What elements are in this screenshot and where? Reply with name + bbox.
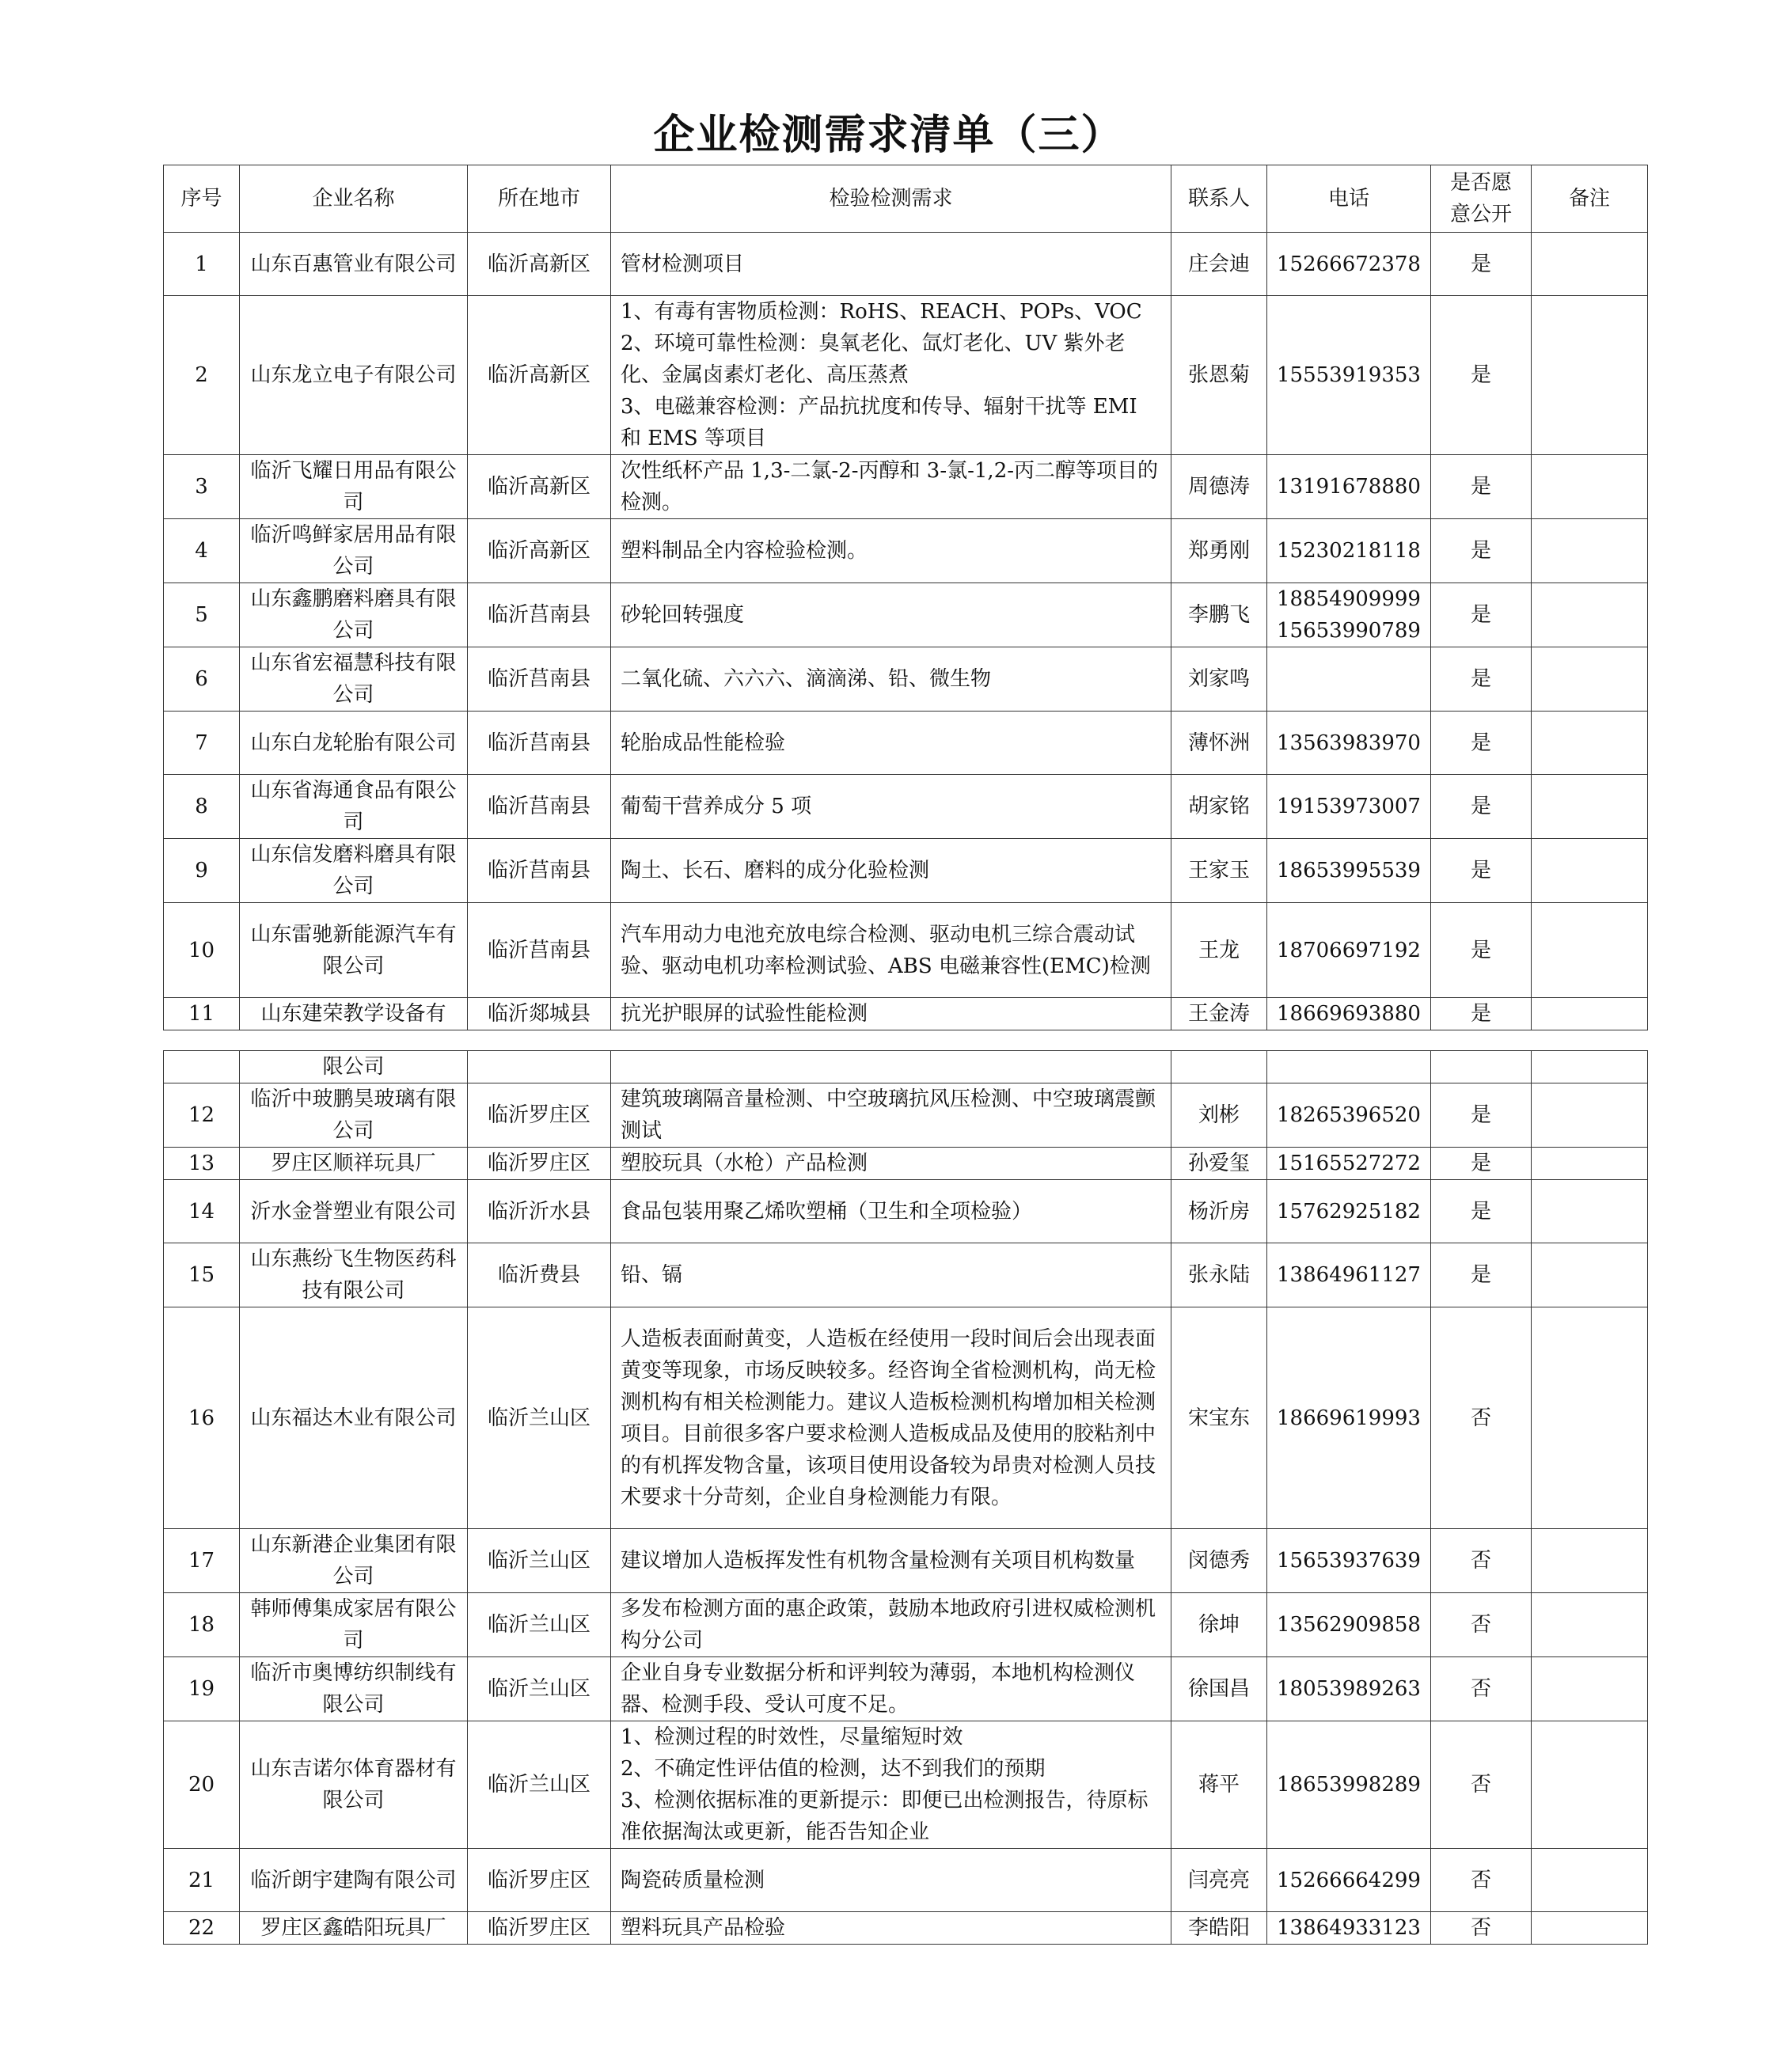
cell-name: 山东省海通食品有限公司 xyxy=(240,775,468,839)
cell-contact: 庄会迪 xyxy=(1171,233,1267,296)
cell-phone xyxy=(1267,296,1431,455)
cell-public xyxy=(1430,1051,1531,1083)
cell-city: 临沂兰山区 xyxy=(468,1721,611,1849)
table-row xyxy=(164,1083,1648,1148)
cell-public: 是 xyxy=(1430,296,1531,455)
cell-note xyxy=(1531,775,1647,839)
header-name: 企业名称 xyxy=(240,165,468,233)
cell-name: 临沂中玻鹏昊玻璃有限公司 xyxy=(240,1083,468,1148)
cell-contact: 周德涛 xyxy=(1171,455,1267,519)
cell-city: 临沂费县 xyxy=(468,1243,611,1307)
cell-demand-line: 汽车用动力电池充放电综合检测、驱动电机三综合震动试验、驱动电机功率检测试验、ABS 电磁兼容性(EMC)检测 xyxy=(621,922,1151,978)
cell-demand xyxy=(611,1180,1171,1243)
demand-table-part1 xyxy=(163,165,1648,1030)
header-city: 所在地市 xyxy=(468,165,611,233)
cell-public: 是 xyxy=(1430,647,1531,712)
cell-demand xyxy=(611,1721,1171,1849)
cell-contact: 刘彬 xyxy=(1171,1083,1267,1148)
cell-note xyxy=(1531,903,1647,998)
cell-phone xyxy=(1267,1083,1431,1148)
cell-city: 临沂罗庄区 xyxy=(468,1849,611,1912)
cell-name: 山东省宏福慧科技有限公司 xyxy=(240,647,468,712)
cell-no: 17 xyxy=(164,1529,240,1593)
cell-contact: 孙爱玺 xyxy=(1171,1148,1267,1180)
cell-contact: 徐坤 xyxy=(1171,1593,1267,1657)
cell-demand xyxy=(611,998,1171,1030)
cell-demand-line: 3、电磁兼容检测：产品抗扰度和传导、辐射干扰等 EMI 和 EMS 等项目 xyxy=(621,395,1137,450)
cell-city: 临沂莒南县 xyxy=(468,839,611,903)
cell-public: 否 xyxy=(1430,1721,1531,1849)
cell-city: 临沂莒南县 xyxy=(468,712,611,775)
table-row xyxy=(164,1243,1648,1307)
cell-phone-line: 13864933123 xyxy=(1277,1916,1421,1940)
cell-phone-line: 15165527272 xyxy=(1277,1152,1421,1175)
cell-public: 是 xyxy=(1430,998,1531,1030)
cell-note xyxy=(1531,998,1647,1030)
table-row xyxy=(164,1849,1648,1912)
table-row xyxy=(164,647,1648,712)
cell-public: 是 xyxy=(1430,839,1531,903)
cell-no: 16 xyxy=(164,1307,240,1529)
table-row xyxy=(164,1148,1648,1180)
cell-demand-line: 人造板表面耐黄变，人造板在经使用一段时间后会出现表面黄变等现象，市场反映较多。经咨询全省检测机构，尚无检测机构有相关检测能力。建议人造板检测机构增加相关检测项目。目前很多客户要求检测人造板成品及使用的胶粘剂中的有机挥发物含量，该项目使用设备较为昂贵对检测人员技术要求十分苛刻，企业自身检测能力有限。 xyxy=(621,1326,1156,1509)
cell-phone-line: 18706697192 xyxy=(1277,938,1421,962)
cell-demand-line: 食品包装用聚乙烯吹塑桶（卫生和全项检验） xyxy=(621,1199,1033,1224)
cell-name: 限公司 xyxy=(240,1051,468,1083)
cell-demand-line: 塑料玩具产品检验 xyxy=(621,1916,786,1940)
cell-contact: 徐国昌 xyxy=(1171,1657,1267,1721)
cell-demand-line: 管材检测项目 xyxy=(621,252,745,276)
cell-contact: 胡家铭 xyxy=(1171,775,1267,839)
cell-phone-line: 15762925182 xyxy=(1277,1199,1421,1224)
cell-city xyxy=(468,1051,611,1083)
table-row xyxy=(164,455,1648,519)
cell-contact: 郑勇刚 xyxy=(1171,519,1267,583)
cell-phone xyxy=(1267,1721,1431,1849)
cell-demand-line: 多发布检测方面的惠企政策，鼓励本地政府引进权威检测机构分公司 xyxy=(621,1597,1156,1653)
cell-demand-line: 企业自身专业数据分析和评判较为薄弱，本地机构检测仪器、检测手段、受认可度不足。 xyxy=(621,1661,1136,1717)
cell-public: 是 xyxy=(1430,903,1531,998)
cell-note xyxy=(1531,296,1647,455)
cell-name: 山东建荣教学设备有 xyxy=(240,998,468,1030)
cell-city: 临沂高新区 xyxy=(468,296,611,455)
table-row xyxy=(164,775,1648,839)
cell-no: 18 xyxy=(164,1593,240,1657)
cell-phone-line: 18669693880 xyxy=(1277,1002,1421,1026)
cell-no: 6 xyxy=(164,647,240,712)
cell-demand xyxy=(611,296,1171,455)
cell-demand xyxy=(611,1529,1171,1593)
cell-name: 山东雷驰新能源汽车有限公司 xyxy=(240,903,468,998)
cell-demand-line: 抗光护眼屏的试验性能检测 xyxy=(621,1002,868,1026)
cell-demand-line: 2、环境可靠性检测：臭氧老化、氙灯老化、UV 紫外老化、金属卤素灯老化、高压蒸煮 xyxy=(621,332,1126,387)
table-row xyxy=(164,1307,1648,1529)
cell-phone-line: 19153973007 xyxy=(1277,795,1421,818)
cell-contact: 闵德秀 xyxy=(1171,1529,1267,1593)
cell-public: 是 xyxy=(1430,233,1531,296)
cell-phone xyxy=(1267,1849,1431,1912)
cell-contact: 闫亮亮 xyxy=(1171,1849,1267,1912)
cell-no: 14 xyxy=(164,1180,240,1243)
cell-phone-line: 15553919353 xyxy=(1277,363,1421,387)
table-row xyxy=(164,1529,1648,1593)
cell-demand xyxy=(611,1912,1171,1945)
cell-demand xyxy=(611,233,1171,296)
header-contact: 联系人 xyxy=(1171,165,1267,233)
table-row-continuation xyxy=(164,1051,1648,1083)
header-row xyxy=(164,165,1648,233)
table-row xyxy=(164,1180,1648,1243)
cell-city: 临沂罗庄区 xyxy=(468,1912,611,1945)
cell-no: 21 xyxy=(164,1849,240,1912)
cell-public: 否 xyxy=(1430,1529,1531,1593)
cell-note xyxy=(1531,1657,1647,1721)
cell-note xyxy=(1531,1148,1647,1180)
cell-no: 7 xyxy=(164,712,240,775)
cell-public: 是 xyxy=(1430,1148,1531,1180)
cell-phone xyxy=(1267,998,1431,1030)
cell-public: 是 xyxy=(1430,1243,1531,1307)
cell-name: 临沂朗宇建陶有限公司 xyxy=(240,1849,468,1912)
cell-contact: 宋宝东 xyxy=(1171,1307,1267,1529)
cell-name: 山东新港企业集团有限公司 xyxy=(240,1529,468,1593)
cell-public: 是 xyxy=(1430,712,1531,775)
cell-no: 4 xyxy=(164,519,240,583)
cell-demand xyxy=(611,1593,1171,1657)
cell-public: 是 xyxy=(1430,583,1531,647)
cell-phone-line: 13191678880 xyxy=(1277,475,1421,499)
cell-demand xyxy=(611,1243,1171,1307)
header-note: 备注 xyxy=(1531,165,1647,233)
cell-phone xyxy=(1267,1051,1431,1083)
cell-no: 11 xyxy=(164,998,240,1030)
cell-name: 山东吉诺尔体育器材有限公司 xyxy=(240,1721,468,1849)
cell-no: 1 xyxy=(164,233,240,296)
cell-demand xyxy=(611,455,1171,519)
cell-phone-line: 18669619993 xyxy=(1277,1406,1421,1430)
cell-demand-line: 建筑玻璃隔音量检测、中空玻璃抗风压检测、中空玻璃震颤测试 xyxy=(621,1087,1156,1143)
cell-note xyxy=(1531,583,1647,647)
cell-phone-line: 13864961127 xyxy=(1277,1263,1421,1287)
table-row xyxy=(164,1657,1648,1721)
cell-phone xyxy=(1267,839,1431,903)
cell-phone-line: 15266672378 xyxy=(1277,252,1421,276)
cell-demand-line: 陶瓷砖质量检测 xyxy=(621,1868,765,1892)
cell-city: 临沂高新区 xyxy=(468,519,611,583)
cell-note xyxy=(1531,455,1647,519)
cell-city: 临沂兰山区 xyxy=(468,1657,611,1721)
table-row xyxy=(164,998,1648,1030)
cell-phone-line: 15266664299 xyxy=(1277,1868,1421,1892)
cell-note xyxy=(1531,839,1647,903)
cell-no: 10 xyxy=(164,903,240,998)
cell-city: 临沂莒南县 xyxy=(468,903,611,998)
header-public: 是否愿意公开 xyxy=(1430,165,1531,233)
cell-note xyxy=(1531,519,1647,583)
cell-demand xyxy=(611,1148,1171,1180)
header-demand: 检验检测需求 xyxy=(611,165,1171,233)
cell-no: 8 xyxy=(164,775,240,839)
cell-city: 临沂兰山区 xyxy=(468,1593,611,1657)
table-row xyxy=(164,1912,1648,1945)
cell-demand xyxy=(611,583,1171,647)
cell-city: 临沂高新区 xyxy=(468,233,611,296)
table-row xyxy=(164,712,1648,775)
cell-public: 否 xyxy=(1430,1912,1531,1945)
cell-demand xyxy=(611,712,1171,775)
cell-note xyxy=(1531,1083,1647,1148)
cell-note xyxy=(1531,233,1647,296)
cell-public: 是 xyxy=(1430,455,1531,519)
table-row xyxy=(164,839,1648,903)
cell-note xyxy=(1531,1307,1647,1529)
cell-no xyxy=(164,1051,240,1083)
cell-demand-line: 1、有毒有害物质检测：RoHS、REACH、POPs、VOC xyxy=(621,300,1142,324)
cell-phone-line: 18265396520 xyxy=(1277,1103,1421,1127)
cell-demand xyxy=(611,647,1171,712)
cell-note xyxy=(1531,712,1647,775)
cell-phone xyxy=(1267,1912,1431,1945)
cell-name: 罗庄区鑫皓阳玩具厂 xyxy=(240,1912,468,1945)
page-title: 企业检测需求清单（三） xyxy=(653,111,1124,159)
cell-demand-line: 二氧化硫、六六六、滴滴涕、铅、微生物 xyxy=(621,667,992,691)
cell-contact: 杨沂房 xyxy=(1171,1180,1267,1243)
cell-phone-line: 13563983970 xyxy=(1277,731,1421,755)
cell-phone xyxy=(1267,1148,1431,1180)
cell-contact: 张永陆 xyxy=(1171,1243,1267,1307)
cell-city: 临沂兰山区 xyxy=(468,1529,611,1593)
cell-contact: 张恩菊 xyxy=(1171,296,1267,455)
cell-note xyxy=(1531,1593,1647,1657)
cell-demand-line: 塑料制品全内容检验检测。 xyxy=(621,539,868,563)
cell-note xyxy=(1531,1051,1647,1083)
cell-demand xyxy=(611,1307,1171,1529)
cell-city: 临沂沂水县 xyxy=(468,1180,611,1243)
cell-phone xyxy=(1267,1657,1431,1721)
table-row xyxy=(164,296,1648,455)
cell-note xyxy=(1531,1721,1647,1849)
table-row xyxy=(164,903,1648,998)
cell-name: 山东白龙轮胎有限公司 xyxy=(240,712,468,775)
cell-demand-line: 铅、镉 xyxy=(621,1263,683,1287)
cell-public: 否 xyxy=(1430,1593,1531,1657)
cell-name: 山东信发磨料磨具有限公司 xyxy=(240,839,468,903)
cell-phone-line: 15230218118 xyxy=(1277,539,1421,563)
cell-no: 22 xyxy=(164,1912,240,1945)
cell-phone-line: 18653998289 xyxy=(1277,1773,1421,1797)
cell-phone xyxy=(1267,647,1431,712)
cell-city: 临沂罗庄区 xyxy=(468,1083,611,1148)
cell-no: 20 xyxy=(164,1721,240,1849)
cell-no: 19 xyxy=(164,1657,240,1721)
cell-demand xyxy=(611,1849,1171,1912)
cell-city: 临沂罗庄区 xyxy=(468,1148,611,1180)
cell-no: 3 xyxy=(164,455,240,519)
cell-contact: 薄怀洲 xyxy=(1171,712,1267,775)
cell-note xyxy=(1531,1912,1647,1945)
cell-demand-line: 陶土、长石、磨料的成分化验检测 xyxy=(621,859,930,882)
cell-note xyxy=(1531,1529,1647,1593)
cell-phone xyxy=(1267,712,1431,775)
cell-phone xyxy=(1267,1307,1431,1529)
cell-phone-line: 18854909999 xyxy=(1277,587,1421,611)
cell-name: 山东鑫鹏磨料磨具有限公司 xyxy=(240,583,468,647)
cell-no: 9 xyxy=(164,839,240,903)
cell-city: 临沂兰山区 xyxy=(468,1307,611,1529)
cell-public: 是 xyxy=(1430,775,1531,839)
cell-no: 12 xyxy=(164,1083,240,1148)
cell-contact: 李鹏飞 xyxy=(1171,583,1267,647)
cell-demand-line: 砂轮回转强度 xyxy=(621,603,745,627)
cell-note xyxy=(1531,1180,1647,1243)
cell-phone xyxy=(1267,903,1431,998)
header-no: 序号 xyxy=(164,165,240,233)
cell-name: 沂水金誉塑业有限公司 xyxy=(240,1180,468,1243)
cell-phone-line: 15653990789 xyxy=(1277,619,1421,643)
cell-demand-line: 葡萄干营养成分 5 项 xyxy=(621,795,812,818)
cell-demand xyxy=(611,1083,1171,1148)
cell-public: 是 xyxy=(1430,1180,1531,1243)
cell-demand-line: 1、检测过程的时效性，尽量缩短时效 xyxy=(621,1725,963,1749)
cell-demand-line: 2、不确定性评估值的检测，达不到我们的预期 xyxy=(621,1757,1046,1781)
cell-note xyxy=(1531,1849,1647,1912)
cell-name: 韩师傅集成家居有限公司 xyxy=(240,1593,468,1657)
cell-no: 15 xyxy=(164,1243,240,1307)
cell-contact: 王龙 xyxy=(1171,903,1267,998)
cell-public: 否 xyxy=(1430,1307,1531,1529)
cell-no: 13 xyxy=(164,1148,240,1180)
cell-contact: 李皓阳 xyxy=(1171,1912,1267,1945)
cell-city: 临沂莒南县 xyxy=(468,775,611,839)
cell-name: 山东龙立电子有限公司 xyxy=(240,296,468,455)
demand-table-part2 xyxy=(163,1050,1648,1945)
cell-no: 2 xyxy=(164,296,240,455)
cell-demand xyxy=(611,1051,1171,1083)
cell-contact: 王金涛 xyxy=(1171,998,1267,1030)
cell-phone xyxy=(1267,775,1431,839)
cell-phone xyxy=(1267,455,1431,519)
cell-note xyxy=(1531,647,1647,712)
cell-demand-line: 轮胎成品性能检验 xyxy=(621,731,786,755)
cell-demand-line: 建议增加人造板挥发性有机物含量检测有关项目机构数量 xyxy=(621,1549,1136,1573)
cell-demand xyxy=(611,839,1171,903)
cell-public: 否 xyxy=(1430,1849,1531,1912)
cell-demand xyxy=(611,1657,1171,1721)
table-row xyxy=(164,1593,1648,1657)
cell-phone xyxy=(1267,233,1431,296)
cell-name: 山东燕纷飞生物医药科技有限公司 xyxy=(240,1243,468,1307)
cell-phone xyxy=(1267,583,1431,647)
table-row xyxy=(164,583,1648,647)
cell-contact: 蒋平 xyxy=(1171,1721,1267,1849)
cell-name: 临沂市奥博纺织制线有限公司 xyxy=(240,1657,468,1721)
cell-city: 临沂莒南县 xyxy=(468,647,611,712)
cell-demand xyxy=(611,775,1171,839)
cell-phone xyxy=(1267,519,1431,583)
cell-name: 山东百惠管业有限公司 xyxy=(240,233,468,296)
cell-name: 山东福达木业有限公司 xyxy=(240,1307,468,1529)
cell-demand xyxy=(611,519,1171,583)
cell-city: 临沂高新区 xyxy=(468,455,611,519)
cell-demand-line: 塑胶玩具（水枪）产品检测 xyxy=(621,1152,868,1175)
cell-demand xyxy=(611,903,1171,998)
cell-contact: 王家玉 xyxy=(1171,839,1267,903)
cell-city: 临沂郯城县 xyxy=(468,998,611,1030)
table-row xyxy=(164,1721,1648,1849)
cell-phone-line: 18053989263 xyxy=(1277,1677,1421,1701)
table-row xyxy=(164,233,1648,296)
header-phone: 电话 xyxy=(1267,165,1431,233)
cell-public: 是 xyxy=(1430,519,1531,583)
cell-phone-line: 13562909858 xyxy=(1277,1613,1421,1637)
cell-phone-line: 18653995539 xyxy=(1277,859,1421,882)
cell-contact xyxy=(1171,1051,1267,1083)
cell-name: 罗庄区顺祥玩具厂 xyxy=(240,1148,468,1180)
cell-note xyxy=(1531,1243,1647,1307)
cell-city: 临沂莒南县 xyxy=(468,583,611,647)
cell-phone xyxy=(1267,1180,1431,1243)
cell-public: 否 xyxy=(1430,1657,1531,1721)
cell-phone xyxy=(1267,1243,1431,1307)
cell-name: 临沂鸣鲜家居用品有限公司 xyxy=(240,519,468,583)
cell-demand-line: 3、检测依据标准的更新提示：即便已出检测报告，待原标准依据淘汰或更新，能否告知企业 xyxy=(621,1789,1149,1844)
cell-no: 5 xyxy=(164,583,240,647)
cell-phone-line: 15653937639 xyxy=(1277,1549,1421,1573)
cell-contact: 刘家鸣 xyxy=(1171,647,1267,712)
cell-phone xyxy=(1267,1593,1431,1657)
cell-phone xyxy=(1267,1529,1431,1593)
cell-demand-line: 次性纸杯产品 1,3-二氯-2-丙醇和 3-氯-1,2-丙二醇等项目的检测。 xyxy=(621,459,1159,514)
cell-name: 临沂飞耀日用品有限公司 xyxy=(240,455,468,519)
cell-public: 是 xyxy=(1430,1083,1531,1148)
table-row xyxy=(164,519,1648,583)
